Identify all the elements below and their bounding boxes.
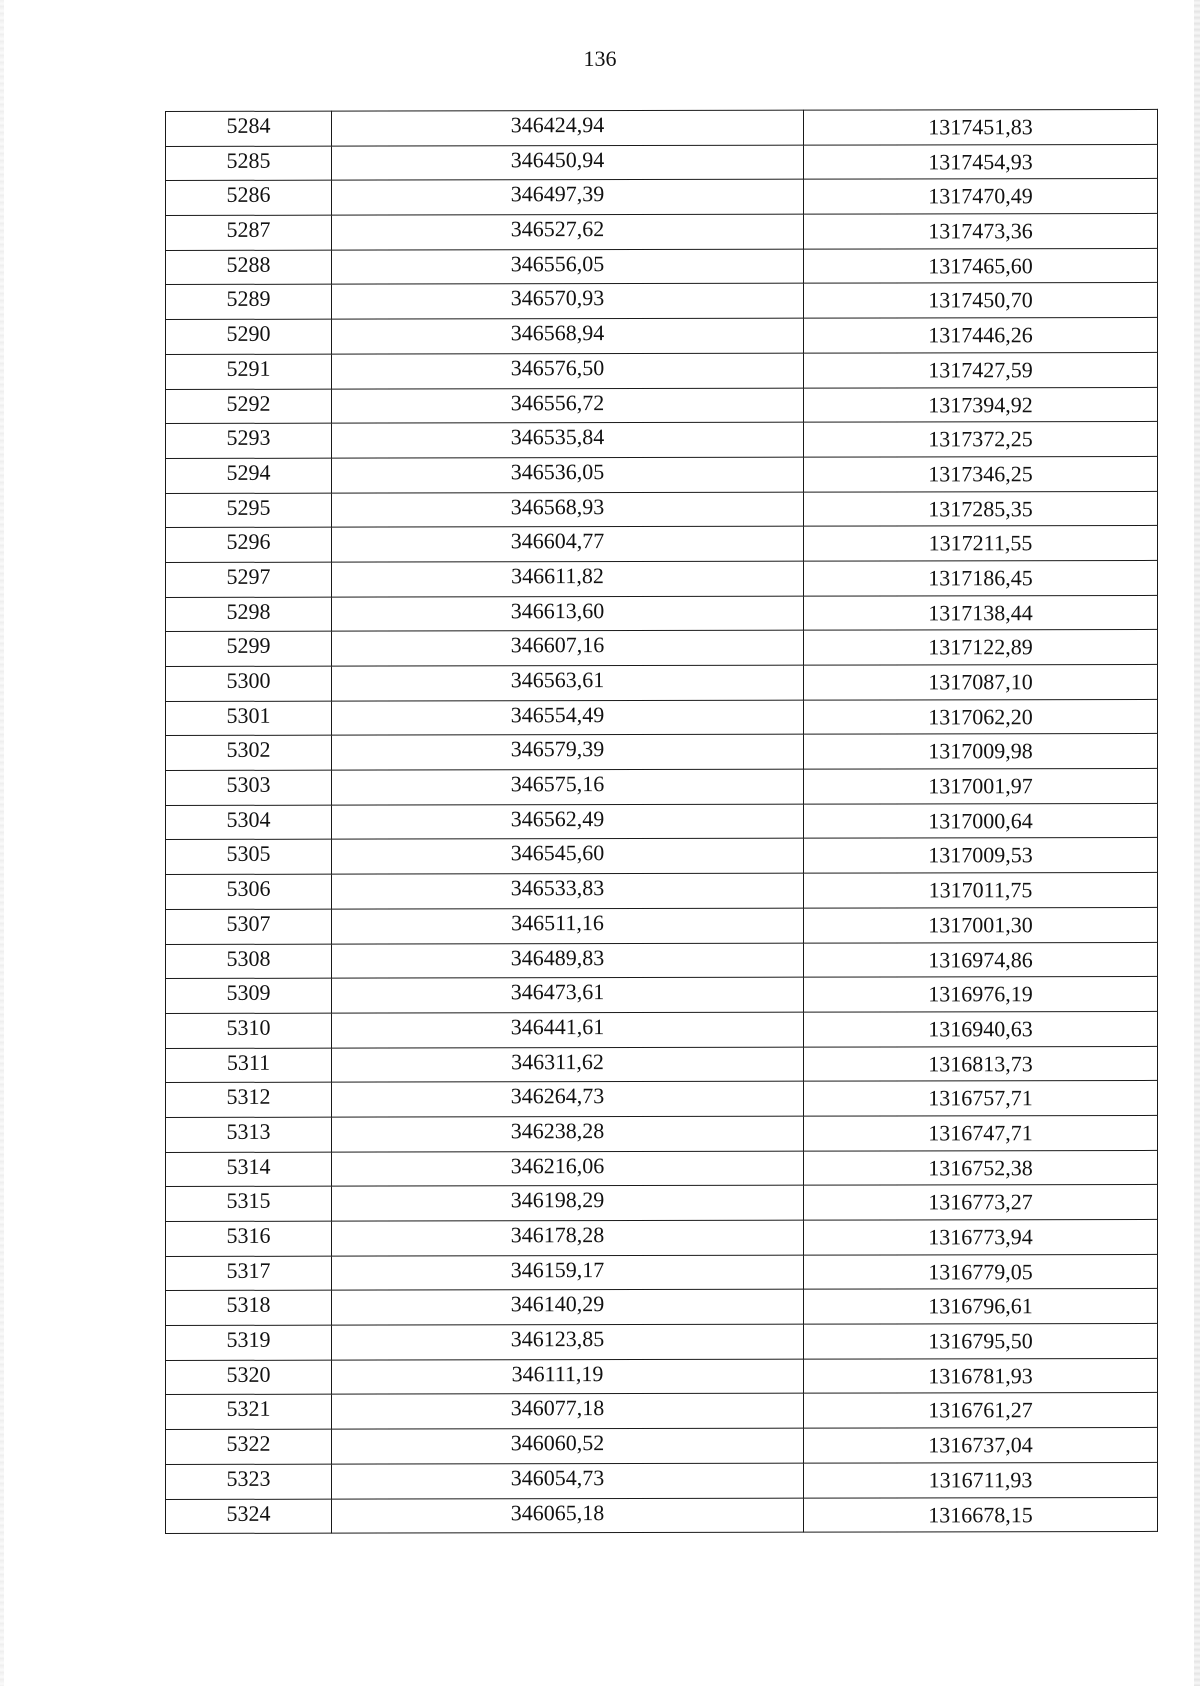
- point-number-cell: 5309: [166, 978, 332, 1013]
- point-number-cell: 5291: [166, 354, 332, 389]
- x-coordinate-cell: 346311,62: [332, 1047, 804, 1083]
- point-number-cell: 5303: [166, 770, 332, 805]
- point-number-cell: 5311: [166, 1048, 332, 1083]
- table-row: [166, 1046, 1158, 1083]
- table-row: [166, 491, 1158, 528]
- x-coordinate-cell: 346198,29: [332, 1185, 804, 1221]
- x-coordinate-cell: 346579,39: [332, 735, 804, 771]
- x-coordinate-cell: 346424,94: [332, 110, 804, 146]
- point-number-cell: 5312: [166, 1082, 332, 1117]
- x-coordinate-cell: 346556,72: [332, 388, 804, 424]
- point-number-cell: 5285: [166, 146, 332, 181]
- y-coordinate-cell: 1317138,44: [804, 595, 1158, 630]
- point-number-cell: 5307: [166, 909, 332, 944]
- table-row: [166, 664, 1158, 701]
- x-coordinate-cell: 346527,62: [332, 214, 804, 250]
- y-coordinate-cell: 1316796,61: [804, 1289, 1158, 1324]
- y-coordinate-cell: 1316678,15: [804, 1497, 1158, 1532]
- point-number-cell: 5310: [166, 1013, 332, 1048]
- x-coordinate-cell: 346562,49: [332, 804, 804, 840]
- x-coordinate-cell: 346065,18: [332, 1498, 804, 1534]
- table-row: [166, 1254, 1158, 1291]
- y-coordinate-cell: 1317446,26: [804, 318, 1158, 353]
- y-coordinate-cell: 1316773,94: [804, 1219, 1158, 1254]
- table-row: [166, 144, 1158, 181]
- point-number-cell: 5290: [166, 319, 332, 354]
- point-number-cell: 5284: [166, 111, 332, 146]
- y-coordinate-cell: 1317011,75: [804, 873, 1158, 908]
- x-coordinate-cell: 346511,16: [332, 908, 804, 944]
- y-coordinate-cell: 1317473,36: [804, 213, 1158, 248]
- x-coordinate-cell: 346060,52: [332, 1428, 804, 1464]
- point-number-cell: 5321: [166, 1395, 332, 1430]
- y-coordinate-cell: 1317465,60: [804, 248, 1158, 283]
- y-coordinate-cell: 1316795,50: [804, 1323, 1158, 1358]
- point-number-cell: 5319: [166, 1325, 332, 1360]
- x-coordinate-cell: 346140,29: [332, 1290, 804, 1326]
- table-row: [166, 1462, 1158, 1499]
- x-coordinate-cell: 346264,73: [332, 1081, 804, 1117]
- point-number-cell: 5296: [166, 527, 332, 562]
- x-coordinate-cell: 346054,73: [332, 1463, 804, 1499]
- y-coordinate-cell: 1317372,25: [804, 422, 1158, 457]
- point-number-cell: 5318: [166, 1291, 332, 1326]
- table-row: [166, 977, 1158, 1014]
- y-coordinate-cell: 1317186,45: [804, 560, 1158, 595]
- table-row: [166, 907, 1158, 944]
- y-coordinate-cell: 1317122,89: [804, 630, 1158, 665]
- y-coordinate-cell: 1317009,53: [804, 838, 1158, 873]
- y-coordinate-cell: 1317285,35: [804, 491, 1158, 526]
- point-number-cell: 5298: [166, 597, 332, 632]
- x-coordinate-cell: 346536,05: [332, 457, 804, 493]
- point-number-cell: 5294: [166, 458, 332, 493]
- table-row: [166, 283, 1158, 320]
- point-number-cell: 5304: [166, 805, 332, 840]
- table-row: [166, 387, 1158, 424]
- y-coordinate-cell: 1317427,59: [804, 352, 1158, 387]
- y-coordinate-cell: 1317001,97: [804, 768, 1158, 803]
- table-row: [166, 456, 1158, 493]
- y-coordinate-cell: 1316779,05: [804, 1254, 1158, 1289]
- point-number-cell: 5314: [166, 1152, 332, 1187]
- y-coordinate-cell: 1316747,71: [804, 1115, 1158, 1150]
- y-coordinate-cell: 1317000,64: [804, 803, 1158, 838]
- table-row: [166, 1428, 1158, 1465]
- y-coordinate-cell: 1317062,20: [804, 699, 1158, 734]
- table-row: [166, 422, 1158, 459]
- x-coordinate-cell: 346111,19: [332, 1359, 804, 1395]
- y-coordinate-cell: 1316737,04: [804, 1428, 1158, 1463]
- x-coordinate-cell: 346570,93: [332, 284, 804, 320]
- scan-edge-right: [1194, 0, 1200, 1686]
- x-coordinate-cell: 346554,49: [332, 700, 804, 736]
- point-number-cell: 5300: [166, 666, 332, 701]
- point-number-cell: 5289: [166, 285, 332, 320]
- y-coordinate-cell: 1317450,70: [804, 283, 1158, 318]
- point-number-cell: 5323: [166, 1464, 332, 1499]
- point-number-cell: 5315: [166, 1186, 332, 1221]
- point-number-cell: 5286: [166, 181, 332, 216]
- table-row: [166, 560, 1158, 597]
- point-number-cell: 5297: [166, 562, 332, 597]
- point-number-cell: 5299: [166, 631, 332, 666]
- table-row: [166, 179, 1158, 216]
- x-coordinate-cell: 346489,83: [332, 943, 804, 979]
- x-coordinate-cell: 346613,60: [332, 596, 804, 632]
- table-row: [166, 248, 1158, 285]
- table-row: [166, 734, 1158, 771]
- y-coordinate-cell: 1317394,92: [804, 387, 1158, 422]
- page-number: 136: [583, 46, 617, 71]
- point-number-cell: 5288: [166, 250, 332, 285]
- scan-edge-left: [0, 0, 4, 1686]
- x-coordinate-cell: 346563,61: [332, 665, 804, 701]
- x-coordinate-cell: 346178,28: [332, 1220, 804, 1256]
- point-number-cell: 5308: [166, 944, 332, 979]
- y-coordinate-cell: 1317454,93: [804, 144, 1158, 179]
- y-coordinate-cell: 1316773,27: [804, 1185, 1158, 1220]
- table-row: [166, 1323, 1158, 1360]
- point-number-cell: 5324: [166, 1499, 332, 1534]
- x-coordinate-cell: 346556,05: [332, 249, 804, 285]
- table-row: [166, 768, 1158, 805]
- point-number-cell: 5292: [166, 389, 332, 424]
- table-row: [166, 595, 1158, 632]
- x-coordinate-cell: 346604,77: [332, 526, 804, 562]
- table-row: [166, 526, 1158, 563]
- point-number-cell: 5322: [166, 1429, 332, 1464]
- point-number-cell: 5295: [166, 493, 332, 528]
- table-row: [166, 1497, 1158, 1534]
- y-coordinate-cell: 1316940,63: [804, 1011, 1158, 1046]
- y-coordinate-cell: 1317211,55: [804, 526, 1158, 561]
- x-coordinate-cell: 346497,39: [332, 180, 804, 216]
- table-row: [166, 109, 1158, 146]
- x-coordinate-cell: 346238,28: [332, 1116, 804, 1152]
- point-number-cell: 5293: [166, 423, 332, 458]
- table-row: [166, 213, 1158, 250]
- x-coordinate-cell: 346545,60: [332, 839, 804, 875]
- x-coordinate-cell: 346441,61: [332, 1012, 804, 1048]
- table-row: [166, 942, 1158, 979]
- x-coordinate-cell: 346568,93: [332, 492, 804, 528]
- table-row: [166, 1115, 1158, 1152]
- y-coordinate-cell: 1316757,71: [804, 1081, 1158, 1116]
- table-row: [166, 352, 1158, 389]
- table-row: [166, 1393, 1158, 1430]
- y-coordinate-cell: 1317001,30: [804, 907, 1158, 942]
- x-coordinate-cell: 346575,16: [332, 769, 804, 805]
- point-number-cell: 5320: [166, 1360, 332, 1395]
- table-row: [166, 1081, 1158, 1118]
- y-coordinate-cell: 1316761,27: [804, 1393, 1158, 1428]
- table-row: [166, 1219, 1158, 1256]
- table-row: [166, 1150, 1158, 1187]
- x-coordinate-cell: 346077,18: [332, 1394, 804, 1430]
- point-number-cell: 5317: [166, 1256, 332, 1291]
- x-coordinate-cell: 346576,50: [332, 353, 804, 389]
- table-row: [166, 1185, 1158, 1222]
- point-number-cell: 5306: [166, 874, 332, 909]
- x-coordinate-cell: 346216,06: [332, 1151, 804, 1187]
- y-coordinate-cell: 1316781,93: [804, 1358, 1158, 1393]
- y-coordinate-cell: 1316974,86: [804, 942, 1158, 977]
- y-coordinate-cell: 1317087,10: [804, 664, 1158, 699]
- table-row: [166, 803, 1158, 840]
- x-coordinate-cell: 346611,82: [332, 561, 804, 597]
- table-row: [166, 873, 1158, 910]
- y-coordinate-cell: 1316976,19: [804, 977, 1158, 1012]
- point-number-cell: 5301: [166, 701, 332, 736]
- table-row: [166, 1358, 1158, 1395]
- y-coordinate-cell: 1316711,93: [804, 1462, 1158, 1497]
- y-coordinate-cell: 1317346,25: [804, 456, 1158, 491]
- y-coordinate-cell: 1317470,49: [804, 179, 1158, 214]
- coordinates-table-body: [166, 109, 1158, 1533]
- table-row: [166, 699, 1158, 736]
- y-coordinate-cell: 1316813,73: [804, 1046, 1158, 1081]
- point-number-cell: 5313: [166, 1117, 332, 1152]
- point-number-cell: 5287: [166, 215, 332, 250]
- x-coordinate-cell: 346535,84: [332, 422, 804, 458]
- y-coordinate-cell: 1317009,98: [804, 734, 1158, 769]
- x-coordinate-cell: 346533,83: [332, 873, 804, 909]
- y-coordinate-cell: 1316752,38: [804, 1150, 1158, 1185]
- point-number-cell: 5302: [166, 736, 332, 771]
- coordinates-table: [165, 109, 1158, 1534]
- table-row: [166, 1289, 1158, 1326]
- point-number-cell: 5305: [166, 840, 332, 875]
- table-row: [166, 838, 1158, 875]
- point-number-cell: 5316: [166, 1221, 332, 1256]
- table-row: [166, 318, 1158, 355]
- x-coordinate-cell: 346159,17: [332, 1255, 804, 1291]
- x-coordinate-cell: 346450,94: [332, 145, 804, 181]
- x-coordinate-cell: 346473,61: [332, 977, 804, 1013]
- x-coordinate-cell: 346607,16: [332, 630, 804, 666]
- x-coordinate-cell: 346123,85: [332, 1324, 804, 1360]
- table-row: [166, 1011, 1158, 1048]
- table-row: [166, 630, 1158, 667]
- x-coordinate-cell: 346568,94: [332, 318, 804, 354]
- y-coordinate-cell: 1317451,83: [804, 109, 1158, 144]
